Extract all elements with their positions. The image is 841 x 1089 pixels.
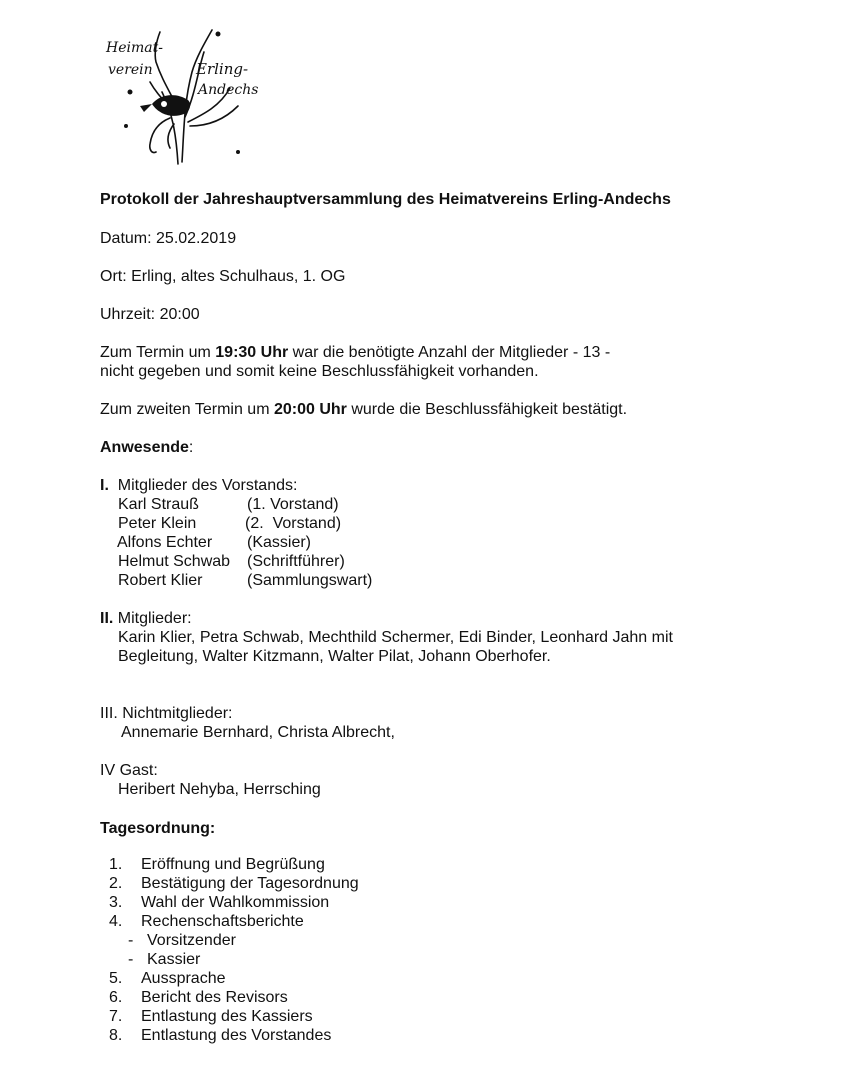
members-list-line2: Begleitung, Walter Kitzmann, Walter Pilat, Johann Oberhofer.	[118, 648, 551, 665]
board-member-role: (Kassier)	[247, 534, 312, 551]
board-member-role: (Sammlungswart)	[247, 572, 373, 589]
logo-text-verein: verein	[108, 62, 153, 78]
p2-time: 20:00 Uhr	[273, 401, 347, 418]
board-number: I.	[100, 477, 109, 494]
agenda-heading	[100, 819, 215, 838]
members-number: II.	[100, 610, 114, 627]
attendees-label: Anwesende	[100, 439, 189, 456]
board-member-role: (1. Vorstand)	[247, 496, 339, 513]
board-member-name: Peter Klein	[118, 515, 197, 532]
non-members-heading: III. Nichtmitglieder:	[100, 705, 233, 722]
agenda-item-text: Eröffnung und Begrüßung	[141, 856, 325, 873]
attendees-heading	[100, 438, 193, 457]
location-line: Ort: Erling, altes Schulhaus, 1. OG	[100, 268, 346, 285]
agenda-item-number: 2.	[109, 875, 123, 892]
agenda-item-number: 8.	[109, 1027, 123, 1044]
logo-ornament	[100, 22, 259, 168]
agenda-subitem-dash: -	[128, 932, 134, 949]
board-member-name: Robert Klier	[118, 572, 203, 589]
agenda-item-number: 3.	[109, 894, 123, 911]
p2-text-c: wurde die Beschlussfähigkeit bestätigt.	[346, 401, 628, 418]
agenda-subitem-dash: -	[128, 951, 134, 968]
agenda-item-number: 1.	[109, 856, 123, 873]
agenda-item-text: Wahl der Wahlkommission	[141, 894, 330, 911]
p1-text-c: war die benötigte Anzahl der Mitglieder - 13 -	[288, 344, 611, 361]
agenda-item-text: Entlastung des Kassiers	[141, 1008, 313, 1025]
heimatverein-logo	[100, 22, 259, 168]
agenda-item-number: 4.	[109, 913, 123, 930]
p1-text-a: Zum Termin um	[100, 344, 216, 361]
agenda-item-text: Rechenschaftsberichte	[141, 913, 304, 930]
agenda-item-number: 6.	[109, 989, 123, 1006]
members-heading-text: Mitglieder:	[113, 610, 192, 627]
board-member-name: Alfons Echter	[117, 534, 213, 551]
board-heading	[100, 476, 297, 495]
board-member-name: Karl Strauß	[118, 496, 199, 513]
date-line: Datum: 25.02.2019	[100, 230, 237, 247]
agenda-subitem-text: Vorsitzender	[147, 932, 236, 949]
board-member-role: (2. Vorstand)	[245, 515, 342, 532]
agenda-item-number: 7.	[109, 1008, 123, 1025]
agenda-heading-text: Tagesordnung:	[100, 820, 216, 837]
agenda-item-text: Entlastung des Vorstandes	[141, 1027, 332, 1044]
p1-time: 19:30 Uhr	[215, 344, 289, 361]
board-heading-text: Mitglieder des Vorstands:	[108, 477, 298, 494]
title-text: Protokoll der Jahreshauptversammlung des Heimatvereins Erling-Andechs	[100, 191, 671, 208]
board-member-role: (Schriftführer)	[247, 553, 345, 570]
p2-text-a: Zum zweiten Termin um	[100, 401, 274, 418]
quorum-paragraph-line1	[100, 343, 610, 362]
second-term-paragraph	[100, 400, 627, 419]
logo-text-andechs: Andechs	[198, 82, 259, 98]
agenda-item-text: Bericht des Revisors	[141, 989, 288, 1006]
board-member-name: Helmut Schwab	[118, 553, 231, 570]
members-list-line1: Karin Klier, Petra Schwab, Mechthild Schermer, Edi Binder, Leonhard Jahn mit	[118, 629, 673, 646]
agenda-subitem-text: Kassier	[147, 951, 201, 968]
logo-text-erling: Erling-	[196, 60, 249, 78]
time-line: Uhrzeit: 20:00	[100, 306, 200, 323]
agenda-item-number: 5.	[109, 970, 123, 987]
agenda-item-text: Bestätigung der Tagesordnung	[141, 875, 359, 892]
guest-heading: IV Gast:	[100, 762, 158, 779]
attendees-colon: :	[188, 439, 194, 456]
members-heading	[100, 609, 192, 628]
document-title	[100, 190, 671, 209]
guest-list: Heribert Nehyba, Herrsching	[118, 781, 321, 798]
logo-text-heimat: Heimat-	[106, 40, 163, 56]
quorum-paragraph-line2: nicht gegeben und somit keine Beschlussfähigkeit vorhanden.	[100, 363, 539, 380]
non-members-list: Annemarie Bernhard, Christa Albrecht,	[121, 724, 395, 741]
agenda-item-text: Aussprache	[141, 970, 226, 987]
